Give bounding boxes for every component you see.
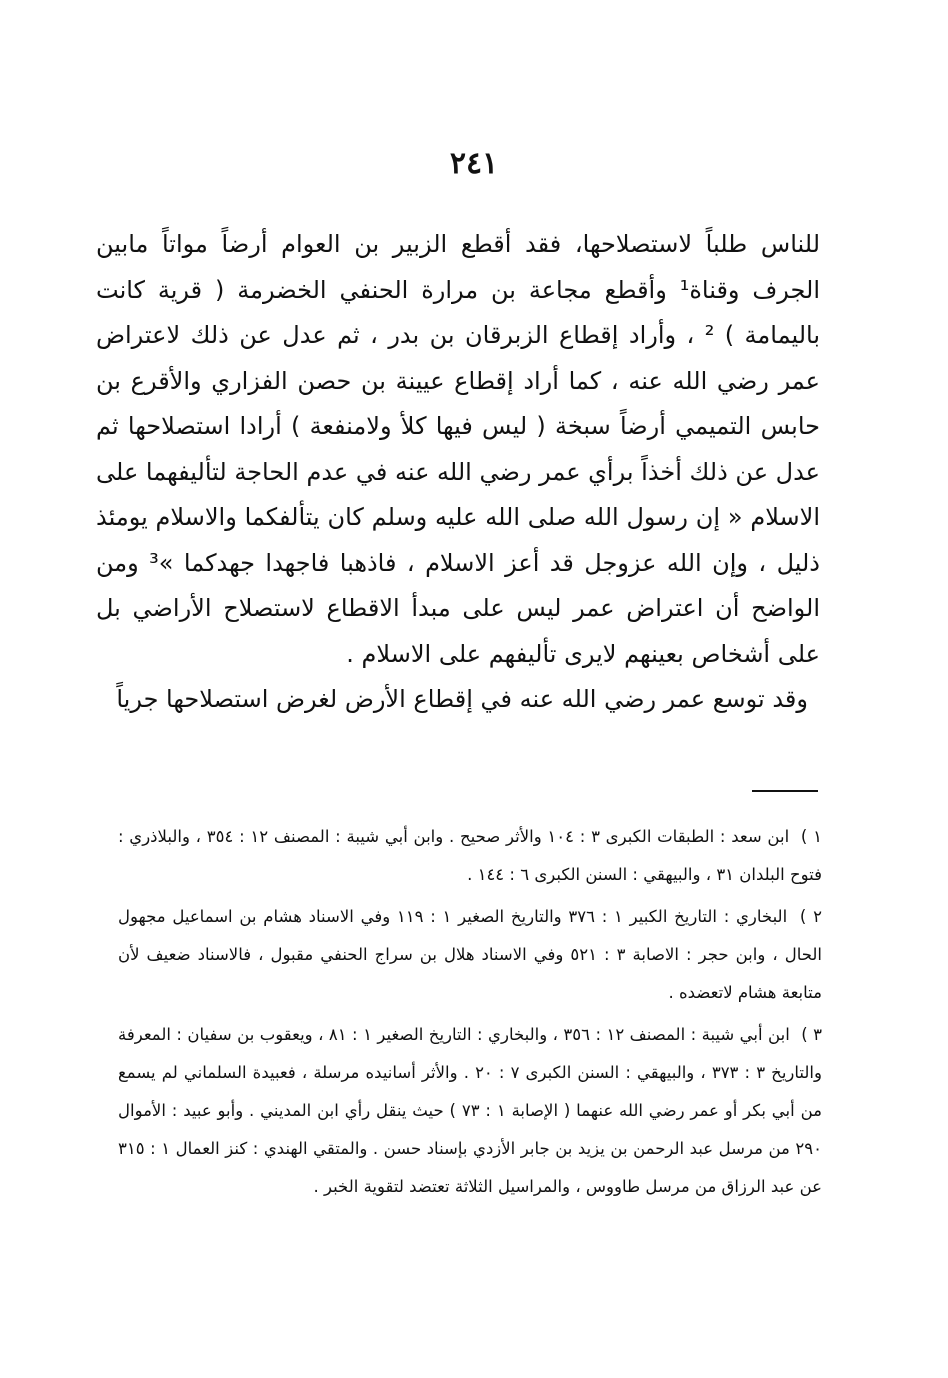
footnote-text: ابن سعد : الطبقات الكبرى ٣ : ١٠٤ والأثر صحيح . وابن أبي شيبة : المصنف ١٢ : ٣٥٤ ، والبلاذري : فتوح البلدان ٣١ ، والبيهقي : السنن الكبرى ٦ : ١٤٤ . — [118, 827, 822, 884]
footnote-number: ١ ) — [800, 827, 822, 846]
paragraph-1: للناس طلباً لاستصلاحها، فقد أقطع الزبير بن العوام أرضاً مواتاً مابين الجرف وقناة¹ وأقطع مجاعة بن مرارة الحنفي الخضرمة ( قرية كانت باليمامة ) ² ، وأراد إقطاع الزبرقان بن بدر ، ثم عدل عن ذلك لاعتراض عمر رضي الله عنه ، كما أراد إقطاع عيينة بن حصن الفزاري والأقرع بن حابس التميمي أرضاً سبخة ( ليس فيها كلأ ولامنفعة ) أرادا استصلاحها ثم عدل عن ذلك أخذاً برأي عمر رضي الله عنه في عدم الحاجة لتأليفهما على الاسلام « إن رسول الله صلى الله عليه وسلم كان يتألفكما والاسلام يومئذ ذليل ، وإن الله عزوجل قد أعز الاسلام ، فاذهبا فاجهدا جهدكما »³ ومن الواضح أن اعتراض عمر ليس على مبدأ الاقطاع لاستصلاح الأراضي بل على أشخاص بعينهم لايرى تأليفهم على الاسلام . — [96, 230, 821, 668]
footnote-2 — [118, 898, 822, 1012]
footnote-1 — [118, 818, 822, 894]
footnote-3 — [118, 1016, 822, 1206]
main-text — [96, 222, 820, 723]
footnote-divider — [752, 790, 818, 792]
footnote-text: البخاري : التاريخ الكبير ١ : ٣٧٦ والتاريخ الصغير ١ : ١١٩ وفي الاسناد هشام بن اسماعيل مجهول الحال ، وابن حجر : الاصابة ٣ : ٥٢١ وفي الاسناد هلال بن سراج الحنفي مقبول ، فالاسناد ضعيف لأن متابعة هشام لاتعضده . — [118, 907, 822, 1002]
paragraph-2: وقد توسع عمر رضي الله عنه في إقطاع الأرض لغرض استصلاحها جرياً — [116, 685, 808, 713]
page-number: ٢٤١ — [449, 146, 499, 181]
footnotes — [118, 818, 822, 1210]
footnote-number: ٢ ) — [799, 907, 822, 926]
footnote-text: ابن أبي شيبة : المصنف ١٢ : ٣٥٦ ، والبخاري : التاريخ الصغير ١ : ٨١ ، ويعقوب بن سفيان : المعرفة والتاريخ ٣ : ٣٧٣ ، والبيهقي : السنن الكبرى ٧ : ٢٠ . والأثر أسانيده مرسلة ، فعبيدة السلماني لم يسمع من أبي بكر أو عمر رضي الله عنهما ( الإصابة ١ : ٧٣ ) حيث ينقل رأي ابن المديني . وأبو عبيد : الأموال ٢٩٠ من مرسل عبد الرحمن بن يزيد بن جابر الأزدي بإسناد حسن . والمتقي الهندي : كنز العمال ١ : ٣١٥ عن عبد الرزاق من مرسل طاووس ، والمراسيل الثلاثة تعتضد لتقوية الخبر . — [118, 1025, 822, 1196]
footnote-number: ٣ ) — [801, 1025, 822, 1044]
